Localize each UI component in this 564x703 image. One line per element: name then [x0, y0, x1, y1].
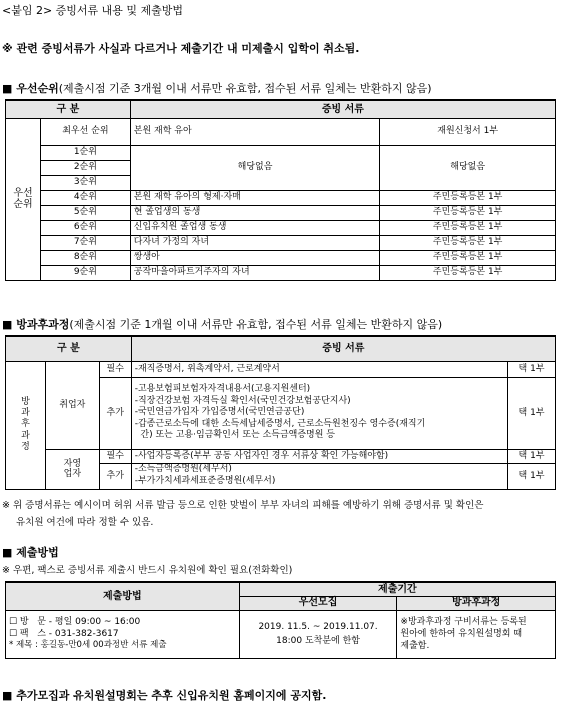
priority-desc: 쌍생아	[130, 250, 380, 265]
submission-col-method: 제출방법	[6, 582, 240, 610]
submission-table	[5, 581, 556, 659]
priority-col-docs: 증빙 서류	[130, 100, 555, 118]
afterschool-col-docs: 증빙 서류	[131, 336, 555, 361]
afterschool-side-label: 방 과 후 과 정	[6, 361, 46, 489]
priority-rank: 5순위	[40, 205, 130, 220]
self-add-doc: -소득금액증명원(세무서)	[134, 464, 232, 475]
priority-desc: 본원 재학 유아의 형제·자매	[130, 190, 380, 205]
emp-required-doc: -재직증명서, 위촉계약서, 근로계약서	[131, 361, 507, 377]
afterschool-heading	[2, 316, 442, 332]
self-additional-docs	[131, 463, 507, 489]
submission-priority-cell	[239, 610, 397, 658]
submission-afterschool-cell	[397, 610, 556, 658]
priority-top-doc: 재원신청서 1부	[380, 118, 556, 145]
priority-col-category: 구 분	[6, 100, 131, 118]
priority-none-desc: 해당없음	[130, 145, 380, 190]
priority-desc: 공작마을아파트거주자의 자녀	[130, 265, 380, 280]
afterschool-note-line1: ※ 위 증명서류는 예시이며 허위 서류 발급 등으로 인한 맞벌이 부부 자녀의 피해를 예방하기 위해 증명서류 및 확인은	[2, 500, 484, 511]
priority-table	[5, 99, 556, 281]
footer-note: ■ 추가모집과 유치원설명회는 추후 신입유치원 홈페이지에 공지함.	[2, 689, 327, 702]
priority-doc: 주민등록등본 1부	[380, 265, 556, 280]
emp-additional-count: 택 1부	[508, 377, 556, 449]
selfemployed-label: 자영 업자	[45, 449, 99, 489]
afterschool-note-line2: 유치원 여건에 따라 정할 수 있음.	[16, 517, 154, 528]
self-additional-count: 택 1부	[508, 463, 556, 489]
additional-label: 추가	[99, 377, 131, 449]
afterschool-table	[5, 335, 556, 490]
emp-add-doc: -고용보험피보험자자격내용서(고용지원센터)	[134, 384, 311, 395]
priority-top-desc: 본원 재학 유아	[130, 118, 380, 145]
priority-desc: 신입유치원 졸업생 동생	[130, 220, 380, 235]
self-required-doc: -사업자등록증(부부 공동 사업자인 경우 서류상 확인 가능해야함)	[131, 449, 507, 463]
warning-text: ※ 관련 증빙서류가 사실과 다르거나 제출기간 내 미제출시 입학이 취소됨.	[2, 42, 360, 55]
submission-priority-line: 18:00 도착분에 한함	[276, 636, 360, 646]
emp-add-doc: -갑종근로소득에 대한 소득세납세증명서, 근로소득원천징수 영수증(재직기	[134, 418, 426, 429]
submission-method-cell	[6, 610, 240, 658]
priority-rank: 8순위	[40, 250, 130, 265]
page-title: <붙임 2> 증빙서류 내용 및 제출방법	[2, 4, 184, 17]
required-label: 필수	[99, 449, 131, 463]
priority-rank: 7순위	[40, 235, 130, 250]
afterschool-col-category: 구 분	[6, 336, 132, 361]
emp-add-doc: 간) 또는 고용·임금확인서 또는 소득금액증명원 등	[134, 430, 335, 441]
afterschool-heading-rest: (제출시점 기준 1개월 이내 서류만 유효함, 접수된 서류 일체는 반환하지 않음)	[69, 318, 443, 331]
submission-afterschool-line: ※방과후과정 구비서류는 등록된	[400, 616, 527, 627]
priority-doc: 주민등록등본 1부	[380, 250, 556, 265]
submission-col-period: 제출기간	[239, 582, 555, 596]
priority-rank: 2순위	[40, 160, 130, 175]
submission-afterschool-line: 원아에 한하여 유치원설명회 때	[400, 628, 523, 639]
priority-side-label: 우선 순위	[6, 118, 41, 280]
priority-heading-rest: (제출시점 기준 3개월 이내 서류만 유효함, 접수된 서류 일체는 반환하지 않음)	[58, 82, 432, 95]
submission-method-line: ☐ 팩 스 - 031-382-3617	[9, 629, 119, 640]
emp-add-doc: -직장건강보험 자격득실 확인서(국민건강보험공단지사)	[134, 395, 351, 406]
priority-none-doc: 해당없음	[380, 145, 556, 190]
submission-method-line: ☐ 방 문 - 평일 09:00 ~ 16:00	[9, 617, 141, 628]
submission-method-line: * 제목 : 홍길동-만0세 00과정반 서류 제출	[9, 640, 167, 651]
priority-doc: 주민등록등본 1부	[380, 205, 556, 220]
priority-top-rank: 최우선 순위	[40, 118, 130, 145]
required-label: 필수	[99, 361, 131, 377]
afterschool-heading-bold: ■ 방과후과정	[2, 318, 70, 331]
priority-rank: 6순위	[40, 220, 130, 235]
submission-afterschool-line: 제출함.	[400, 641, 430, 652]
submission-priority-line: 2019. 11.5. ~ 2019.11.07.	[258, 621, 378, 632]
priority-desc: 현 졸업생의 동생	[130, 205, 380, 220]
priority-heading	[2, 80, 432, 96]
priority-rank: 3순위	[40, 175, 130, 190]
priority-rank: 9순위	[40, 265, 130, 280]
self-add-doc: -부가가치세과세표준증명원(세무서)	[134, 476, 276, 486]
submission-col-afterschool: 방과후과정	[397, 596, 556, 610]
priority-heading-bold: ■ 우선순위	[2, 82, 59, 95]
submission-heading: ■ 제출방법	[2, 546, 59, 559]
priority-rank: 1순위	[40, 145, 130, 160]
employed-label: 취업자	[45, 361, 99, 449]
priority-doc: 주민등록등본 1부	[380, 220, 556, 235]
additional-label: 추가	[99, 463, 131, 489]
emp-required-count: 택 1부	[508, 361, 556, 377]
priority-doc: 주민등록등본 1부	[380, 190, 556, 205]
submission-col-priority: 우선모집	[239, 596, 397, 610]
self-required-count: 택 1부	[508, 449, 556, 463]
emp-additional-docs	[131, 377, 507, 449]
priority-desc: 다자녀 가정의 자녀	[130, 235, 380, 250]
submission-note: ※ 우편, 팩스로 증빙서류 제출시 반드시 유치원에 확인 필요(전화확인)	[2, 565, 293, 576]
emp-add-doc: -국민연금가입자 가입증명서(국민연금공단)	[134, 407, 305, 418]
priority-rank: 4순위	[40, 190, 130, 205]
priority-doc: 주민등록등본 1부	[380, 235, 556, 250]
